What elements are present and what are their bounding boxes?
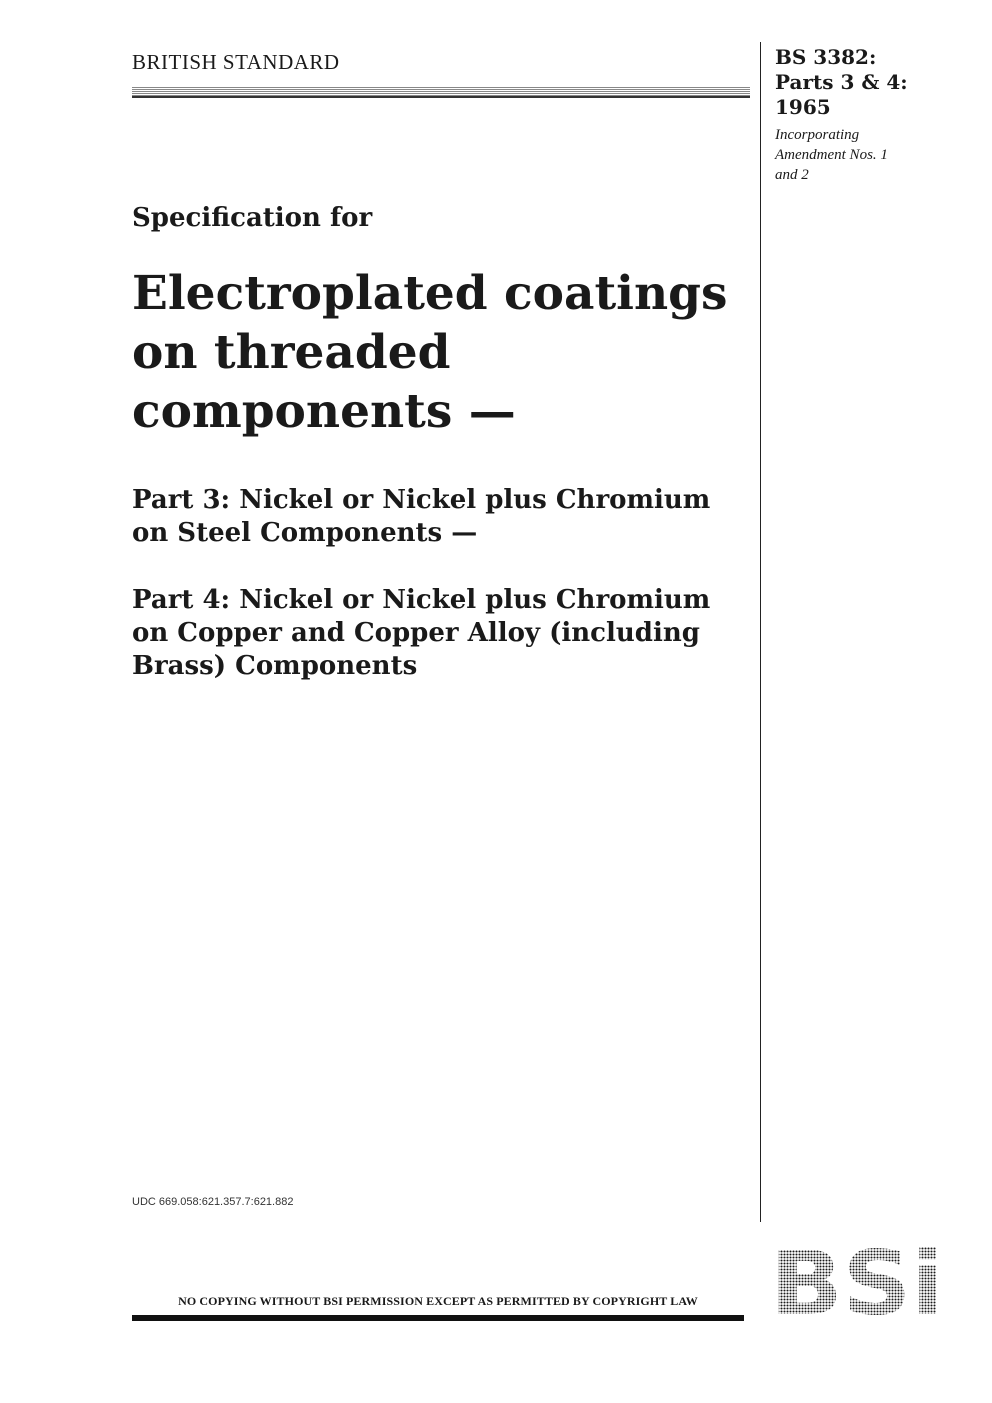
bsi-logo-graphic (768, 1241, 948, 1321)
vertical-divider (760, 42, 761, 1222)
main-title-line: components — (132, 384, 516, 439)
part4-title-line: Part 4: Nickel or Nickel plus Chromium (132, 585, 711, 615)
standard-number-line: 1965 (775, 95, 831, 119)
main-title (132, 264, 752, 441)
amendment-line: Incorporating (775, 127, 860, 143)
amendment-line: and 2 (775, 167, 809, 183)
part3-title-line: Part 3: Nickel or Nickel plus Chromium (132, 485, 711, 515)
standard-number-line: BS 3382: (775, 45, 877, 69)
specification-for-heading: Specification for (132, 203, 373, 233)
document-type-label: BRITISH STANDARD (132, 50, 340, 74)
part3-title (132, 484, 752, 550)
amendment-note (775, 125, 955, 185)
header-rule (132, 87, 750, 96)
copyright-rule (132, 1315, 744, 1321)
svg-text:BSi: BSi (770, 1241, 944, 1321)
amendment-line: Amendment Nos. 1 (775, 147, 888, 163)
copyright-notice: NO COPYING WITHOUT BSI PERMISSION EXCEPT AS PERMITTED BY COPYRIGHT LAW (178, 1294, 698, 1308)
part4-title (132, 584, 752, 683)
part4-title-line: Brass) Components (132, 651, 418, 681)
standard-number-line: Parts 3 & 4: (775, 70, 908, 94)
part4-title-line: on Copper and Copper Alloy (including (132, 618, 700, 648)
part3-title-line: on Steel Components — (132, 518, 478, 548)
main-title-line: Electroplated coatings (132, 266, 728, 321)
main-title-line: on threaded (132, 325, 451, 380)
bsi-logo (768, 1241, 948, 1325)
udc-code: UDC 669.058:621.357.7:621.882 (132, 1196, 294, 1208)
standard-number (775, 45, 908, 120)
header-rule-bottom (132, 96, 750, 98)
